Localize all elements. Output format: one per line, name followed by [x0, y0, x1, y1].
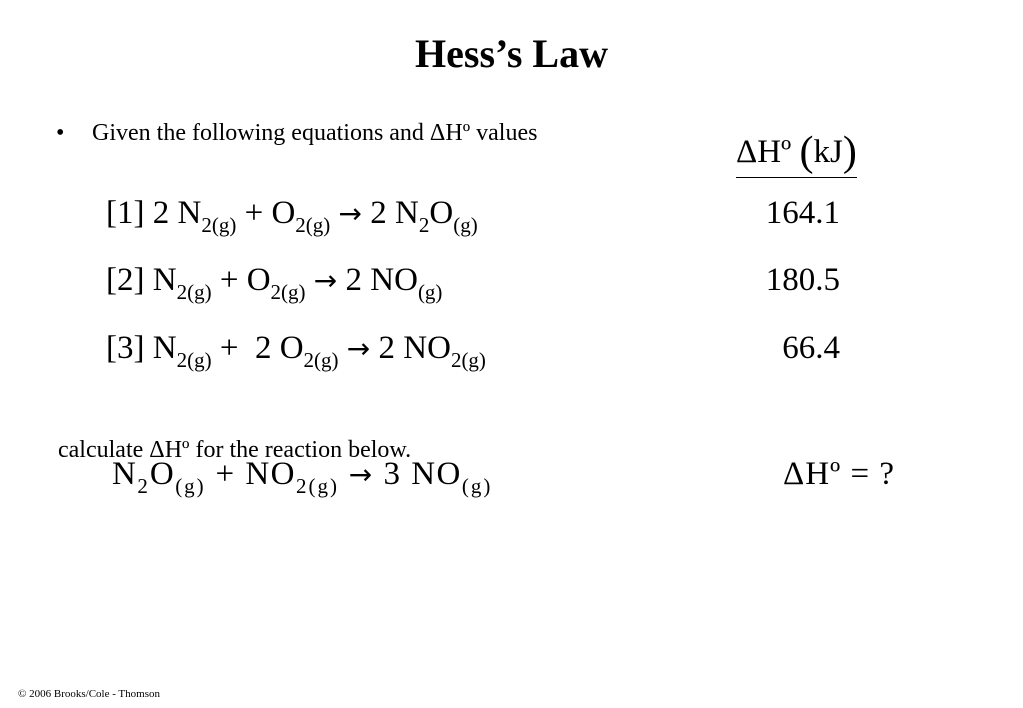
unit-open-paren: (: [799, 129, 814, 175]
reactant-1-subscript: 2(g): [176, 280, 212, 304]
reactant-2-subscript: 2(g): [303, 348, 339, 372]
unit-close-paren: ): [842, 129, 857, 175]
plus-sign: +: [215, 456, 236, 492]
bullet-marker: •: [56, 120, 65, 146]
reaction-arrow-icon: →: [346, 332, 371, 365]
product-subscript: (g): [417, 280, 443, 304]
reactant-1-subscript: 2(g): [201, 213, 237, 237]
slide-title: Hess’s Law: [415, 31, 608, 76]
equation-2: [106, 262, 443, 304]
calculate-instruction: calculate ΔHº for the reaction below.: [58, 437, 412, 463]
target-reactant-1-subscript: 2: [137, 474, 150, 498]
reactant-2: O: [246, 262, 271, 298]
target-reactant-1-state: (g): [175, 474, 206, 498]
product-subscript: 2(g): [450, 348, 486, 372]
equation-2-delta-h: 180.5: [765, 262, 840, 298]
target-reactant-2: NO: [245, 456, 296, 492]
target-product-subscript: (g): [461, 474, 493, 498]
target-delta-h: ΔHº = ?: [783, 456, 896, 492]
product: 2 N: [370, 195, 419, 231]
reaction-arrow-icon: →: [348, 458, 374, 491]
reactant-1-subscript: 2(g): [176, 348, 212, 372]
equation-3: [106, 330, 486, 372]
target-reactant-1-mid: O: [149, 456, 176, 492]
target-reactant-1: N: [112, 456, 138, 492]
intro-text: Given the following equations and ΔHº values: [92, 120, 538, 146]
product-subscript: 2: [418, 213, 430, 237]
equation-1: [106, 195, 478, 237]
delta-h-symbol: ΔHº: [736, 134, 792, 170]
reactant-2: O: [271, 195, 296, 231]
plus-sign: +: [244, 195, 264, 231]
equation-1-delta-h: 164.1: [765, 195, 840, 231]
reactant-1: N: [152, 330, 177, 366]
target-product: 3 NO: [383, 456, 462, 492]
plus-sign: +: [219, 330, 239, 366]
target-reactant-2-subscript: 2(g): [295, 474, 339, 498]
target-reaction: [112, 456, 493, 498]
product-state: (g): [453, 213, 478, 237]
product: 2 NO: [378, 330, 451, 366]
equation-label: [1]: [106, 195, 145, 231]
reaction-arrow-icon: →: [338, 197, 363, 230]
reactant-2: 2 O: [254, 330, 304, 366]
unit-label: kJ: [813, 134, 843, 170]
equation-3-delta-h: 66.4: [782, 330, 840, 366]
equation-label: [3]: [106, 330, 145, 366]
plus-sign: +: [219, 262, 239, 298]
reaction-arrow-icon: →: [313, 264, 338, 297]
reactant-1: 2 N: [152, 195, 202, 231]
reactant-1: N: [152, 262, 177, 298]
copyright-notice: © 2006 Brooks/Cole - Thomson: [18, 688, 160, 700]
delta-h-column-header: [736, 125, 857, 178]
equation-label: [2]: [106, 262, 145, 298]
reactant-2-subscript: 2(g): [295, 213, 331, 237]
product: 2 NO: [345, 262, 418, 298]
product-mid: O: [429, 195, 454, 231]
reactant-2-subscript: 2(g): [270, 280, 306, 304]
